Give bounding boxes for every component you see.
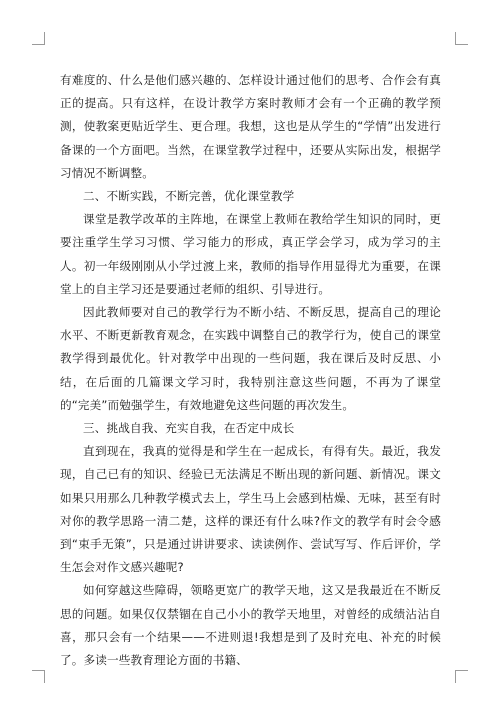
paragraph: 因此教师要对自己的教学行为不断小结、不断反思，提高自己的理论水平、不断更新教育观念，在实践中调整自己的教学行为，使自己的课堂教学得到最优化。针对教学中出现的一些问题，我在课后及时反思、小结，在后面的几篇课文学习时，我特别注意这些问题，不再为了课堂的“完美”而勉强学生，有效地避免这些问题的再次发生。 bbox=[60, 305, 441, 412]
crop-mark-bottom-right bbox=[455, 670, 468, 683]
document-body bbox=[60, 69, 441, 672]
paragraph: 直到现在，我真的觉得是和学生在一起成长，有得有失。最近，我发现，自己已有的知识、经验已无法满足不断出现的新问题、新情况。课文如果只用那么几种教学模式去上，学生马上会感到枯燥、无味，甚至有时对你的教学思路一清二楚，这样的课还有什么味?作文的教学有时会令感到“束手无策”，只是通过讲讲要求、读读例作、尝试写写、作后评价，学生怎会对作文感兴趣呢? bbox=[60, 444, 441, 575]
crop-mark-bottom-left bbox=[32, 670, 45, 683]
crop-mark-top-left bbox=[32, 32, 45, 45]
section-heading-3: 三、挑战自我、充实自我，在否定中成长 bbox=[83, 421, 295, 436]
paragraph: 如何穿越这些障碍，领略更宽广的教学天地，这又是我最近在不断反思的问题。如果仅仅禁锢在自己小小的教学天地里，对曾经的成绩沾沾自喜，那只会有一个结果——不进则退!我想是到了及时充电、补充的时候了。多读一些教育理论方面的书籍、 bbox=[60, 583, 441, 668]
crop-mark-top-right bbox=[455, 32, 468, 45]
paragraph: 课堂是教学改革的主阵地，在课堂上教师在教给学生知识的同时，更要注重学生学习习惯、学习能力的形成，真正学会学习，成为学习的主人。初一年级刚刚从小学过渡上来，教师的指导作用显得尤为重要，在课堂上的自主学习还是要通过老师的组织、引导进行。 bbox=[60, 212, 441, 296]
section-heading-2: 二、不断实践，不断完善，优化课堂教学 bbox=[83, 189, 295, 204]
paragraph-continuation: 有难度的、什么是他们感兴趣的、怎样设计通过他们的思考、合作会有真正的提高。只有这样，在设计教学方案时教师才会有一个正确的教学预测，使教案更贴近学生、更合理。我想，这也是从学生的“学情”出发进行备课的一个方面吧。当然，在课堂教学过程中，还要从实际出发，根据学习情况不断调整。 bbox=[60, 73, 441, 180]
